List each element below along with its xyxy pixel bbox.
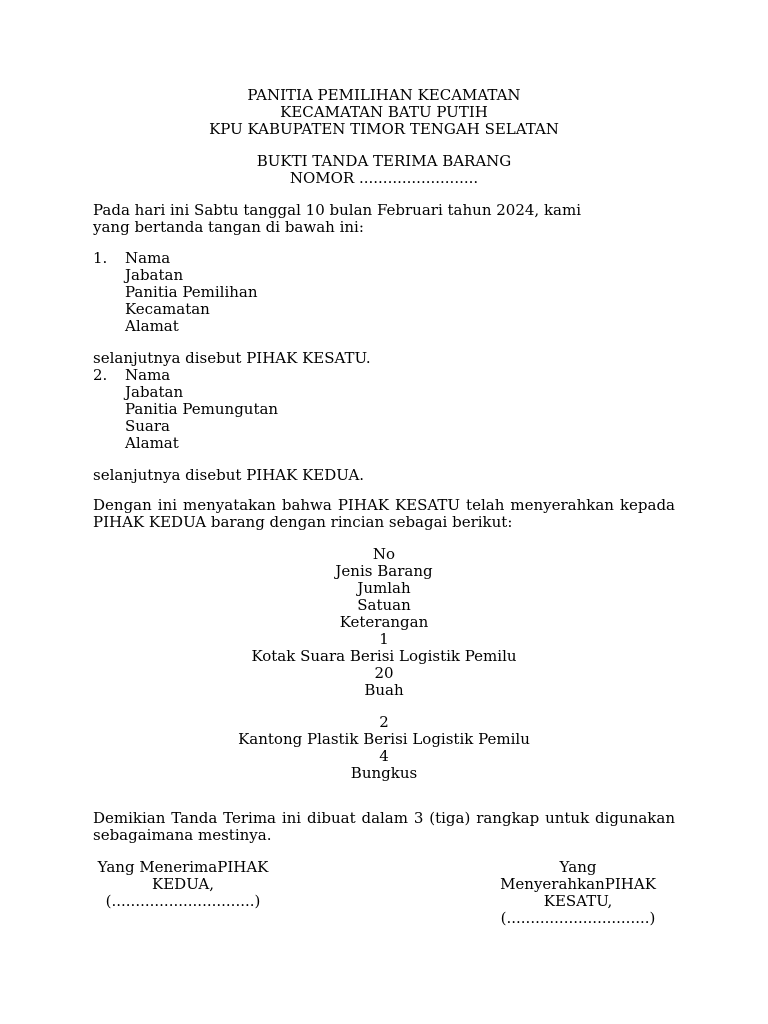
party2-closing: selanjutnya disebut PIHAK KEDUA. bbox=[93, 466, 365, 484]
table-row-1-quantity: 20 bbox=[374, 664, 394, 682]
signature-giver bbox=[488, 859, 668, 927]
table-row-1-no: 1 bbox=[379, 630, 389, 648]
table-header-item: Jenis Barang bbox=[335, 562, 433, 580]
closing-line-1: Demikian Tanda Terima ini dibuat dalam 3 (tiga) rangkap untuk digunakan bbox=[93, 809, 675, 827]
party2-field-committee: Panitia Pemungutan bbox=[125, 400, 279, 418]
table-row-1-unit: Buah bbox=[364, 681, 404, 699]
table-header-no: No bbox=[372, 545, 396, 563]
table-row-1-item: Kotak Suara Berisi Logistik Pemilu bbox=[251, 647, 517, 665]
party1-field-position: Jabatan bbox=[125, 266, 184, 284]
header-district: KECAMATAN BATU PUTIH bbox=[280, 103, 488, 121]
statement-line-1: Dengan ini menyatakan bahwa PIHAK KESATU telah menyerahkan kepada bbox=[93, 496, 675, 514]
signature-receiver bbox=[93, 859, 273, 910]
receiver-signature-line: (..............................) bbox=[105, 892, 261, 910]
party2-number: 2. bbox=[93, 366, 108, 384]
document-number: NOMOR ......................... bbox=[289, 169, 479, 187]
statement-paragraph bbox=[93, 497, 675, 531]
party2-field-address: Alamat bbox=[125, 434, 179, 452]
giver-label-2: MenyerahkanPIHAK bbox=[500, 875, 656, 893]
receiver-label-2: KEDUA, bbox=[152, 875, 214, 893]
closing-line-2: sebagaimana mestinya. bbox=[93, 826, 272, 844]
giver-label-1: Yang bbox=[559, 858, 597, 876]
party1-closing: selanjutnya disebut PIHAK KESATU. bbox=[93, 349, 371, 367]
giver-signature-line: (..............................) bbox=[500, 909, 656, 927]
statement-line-2: PIHAK KEDUA barang dengan rincian sebagai berikut: bbox=[93, 513, 513, 531]
party1-field-address: Alamat bbox=[125, 317, 179, 335]
header-committee: PANITIA PEMILIHAN KECAMATAN bbox=[247, 86, 521, 104]
party1-number: 1. bbox=[93, 249, 108, 267]
party1-field-name: Nama bbox=[125, 249, 171, 267]
table-row-2-no: 2 bbox=[379, 713, 389, 731]
party1-field-subdistrict: Kecamatan bbox=[125, 300, 210, 318]
closing-paragraph bbox=[93, 810, 675, 844]
table-row-2-unit: Bungkus bbox=[350, 764, 418, 782]
intro-line-1: Pada hari ini Sabtu tanggal 10 bulan Februari tahun 2024, kami bbox=[93, 201, 582, 219]
table-header-unit: Satuan bbox=[357, 596, 411, 614]
giver-label-3: KESATU, bbox=[543, 892, 613, 910]
party2-field-vote: Suara bbox=[125, 417, 170, 435]
party2-field-name: Nama bbox=[125, 366, 171, 384]
table-header-notes: Keterangan bbox=[339, 613, 429, 631]
party1-field-committee: Panitia Pemilihan bbox=[125, 283, 258, 301]
party2-field-position: Jabatan bbox=[125, 383, 184, 401]
table-header-quantity: Jumlah bbox=[357, 579, 411, 597]
intro-line-2: yang bertanda tangan di bawah ini: bbox=[93, 218, 364, 236]
header-kpu: KPU KABUPATEN TIMOR TENGAH SELATAN bbox=[209, 120, 559, 138]
receiver-label-1: Yang MenerimaPIHAK bbox=[97, 858, 269, 876]
table-row-2-item: Kantong Plastik Berisi Logistik Pemilu bbox=[238, 730, 530, 748]
document-title: BUKTI TANDA TERIMA BARANG bbox=[256, 152, 512, 170]
table-row-2-quantity: 4 bbox=[379, 747, 389, 765]
